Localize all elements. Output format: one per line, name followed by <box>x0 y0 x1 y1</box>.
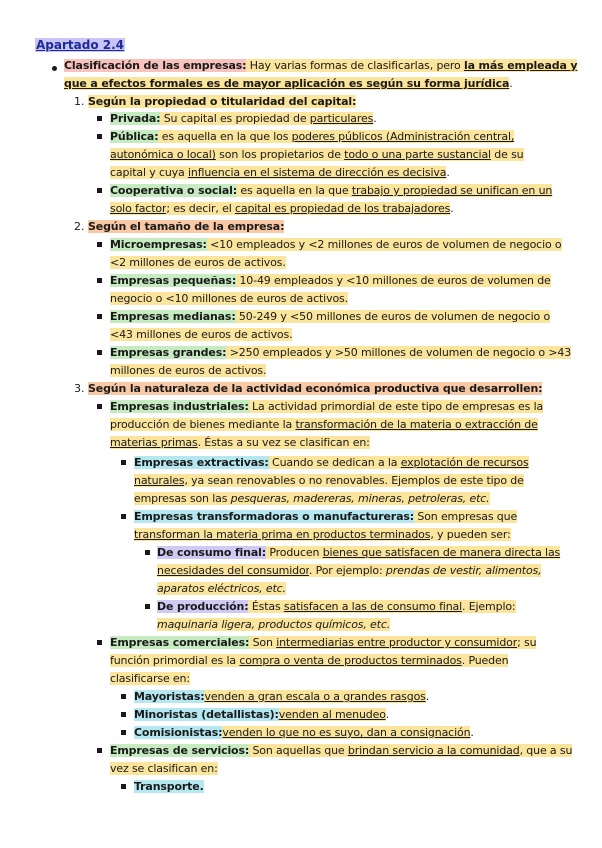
text-span: producción de bienes mediante la <box>110 418 296 431</box>
text-line <box>157 580 286 598</box>
text-line <box>110 670 190 688</box>
term-publica: Pública: <box>110 130 159 143</box>
text-span: La actividad primordial de este tipo de empresas es la <box>248 400 544 413</box>
text-span: particulares <box>309 112 374 125</box>
text-span: Cuando se dedican a la <box>268 456 401 469</box>
term-mayoristas: Mayoristas: <box>134 690 205 703</box>
text-span: venden lo que no es suyo, dan a consignación <box>222 726 471 739</box>
text-span: explotación de recursos <box>400 456 529 469</box>
subheading-ownership: Según la propiedad o titularidad del capital: <box>88 95 357 108</box>
text-span: Producen <box>266 546 323 559</box>
text-span: materias primas <box>110 436 198 449</box>
bullet-square <box>145 550 150 555</box>
text-span: . Ejemplo: <box>462 600 516 613</box>
text-line <box>157 544 560 562</box>
text-span: compra o venta de productos terminados <box>239 654 462 667</box>
text-span: Hay varias formas de clasificarlas, pero <box>246 59 464 72</box>
text-span: influencia en el sistema de dirección es decisiva <box>187 166 447 179</box>
term-extractivas: Empresas extractivas: <box>134 456 269 469</box>
text-line <box>134 688 429 706</box>
text-line <box>110 362 266 380</box>
text-span: . Éstas a su vez se clasifican en: <box>197 436 370 449</box>
text-span: naturales <box>134 474 185 487</box>
bullet-square <box>97 242 102 247</box>
text-line <box>110 110 377 128</box>
text-span: son los propietarios de <box>215 148 345 161</box>
text-span: es aquella en la que <box>237 184 352 197</box>
text-span: . <box>373 112 377 125</box>
text-line <box>134 706 389 724</box>
bullet-square <box>121 460 126 465</box>
text-span: función primordial es la <box>110 654 240 667</box>
text-span: . <box>425 690 430 703</box>
text-span: necesidades del consumidor <box>157 564 309 577</box>
term-industriales: Empresas industriales: <box>110 400 249 413</box>
bullet-square <box>97 278 102 283</box>
text-line <box>134 526 511 544</box>
text-span: . <box>446 166 450 179</box>
text-line <box>157 598 516 616</box>
text-line <box>110 652 508 670</box>
term-transporte: Transporte. <box>134 780 204 793</box>
text-span: . <box>450 202 454 215</box>
text-line <box>88 218 284 236</box>
term-minoristas: Minoristas (detallistas): <box>134 708 279 721</box>
text-span: la más empleada y <box>463 59 578 72</box>
text-span: >250 empleados y >50 millones de volumen de negocio o >43 <box>226 346 572 359</box>
text-span: . <box>470 726 474 739</box>
text-line <box>110 634 536 652</box>
text-span: . Por ejemplo: <box>308 564 386 577</box>
text-line <box>110 398 543 416</box>
text-span: Son empresas que <box>414 510 518 523</box>
term-comerciales: Empresas comerciales: <box>110 636 250 649</box>
text-line <box>134 454 529 472</box>
bullet-square <box>121 694 126 699</box>
text-line <box>64 57 577 75</box>
bullet-square <box>121 712 126 717</box>
term-comisionistas: Comisionistas: <box>134 726 223 739</box>
text-line <box>134 472 524 490</box>
text-span: Son aquellas que <box>249 744 348 757</box>
text-line <box>88 93 356 111</box>
section-title: Apartado 2.4 <box>36 38 124 52</box>
term-microempresas: Microempresas: <box>110 238 207 251</box>
list-number: 3. <box>74 382 85 395</box>
text-span: pesqueras, madereras, mineras, petroleras, etc. <box>230 492 490 505</box>
text-span: es aquella en la que los <box>158 130 292 143</box>
text-line <box>64 75 513 93</box>
text-line <box>110 272 551 290</box>
text-line <box>110 344 571 362</box>
text-line <box>88 380 542 398</box>
text-span: satisfacen a las de consumo final <box>283 600 463 613</box>
text-span: trabajo y propiedad se unifican en un <box>351 184 553 197</box>
term-cooperativa: Cooperativa o social: <box>110 184 238 197</box>
bullet-dot <box>52 66 57 71</box>
bullet-square <box>97 404 102 409</box>
text-span: venden al menudeo <box>278 708 386 721</box>
bullet-square <box>121 730 126 735</box>
text-line <box>110 254 286 272</box>
text-span: clasificarse en: <box>110 672 190 685</box>
bullet-square <box>145 604 150 609</box>
text-span: poderes públicos (Administración central, <box>291 130 515 143</box>
text-line <box>110 182 552 200</box>
text-span: transformación de la materia o extracción de <box>295 418 538 431</box>
text-span: , ya sean renovables o no renovables. Ejemplos de este tipo de <box>184 474 524 487</box>
text-span: negocio o <10 millones de euros de activos. <box>110 292 348 305</box>
text-span: Son <box>249 636 277 649</box>
text-line <box>134 508 517 526</box>
text-line <box>134 490 490 508</box>
term-consumo-final: De consumo final: <box>157 546 266 559</box>
text-line <box>110 326 292 344</box>
text-span: ; su <box>517 636 537 649</box>
text-span: maquinaria ligera, productos químicos, etc. <box>157 618 391 631</box>
text-line <box>134 778 204 796</box>
heading-classification: Clasificación de las empresas: <box>64 59 247 72</box>
text-span: Su capital es propiedad de <box>160 112 310 125</box>
bullet-square <box>97 350 102 355</box>
text-line <box>110 760 218 778</box>
text-span: transforman la materia prima en productos terminados <box>134 528 431 541</box>
text-span: capital es propiedad de los trabajadores <box>234 202 451 215</box>
bullet-square <box>97 116 102 121</box>
text-line <box>134 724 474 742</box>
text-span: capital y cuya <box>110 166 188 179</box>
bullet-square <box>97 640 102 645</box>
text-span: vez se clasifican en: <box>110 762 218 775</box>
subheading-activity: Según la naturaleza de la actividad económica productiva que desarrollen: <box>88 382 543 395</box>
text-span: empresas son las <box>134 492 231 505</box>
text-span: , y pueden ser: <box>430 528 511 541</box>
text-span: Éstas <box>248 600 284 613</box>
text-line <box>157 616 390 634</box>
list-number: 1. <box>74 95 85 108</box>
text-span: <43 millones de euros de activos. <box>110 328 293 341</box>
term-medianas: Empresas medianas: <box>110 310 236 323</box>
bullet-square <box>121 514 126 519</box>
bullet-square <box>97 314 102 319</box>
bullet-square <box>121 784 126 789</box>
text-span: . <box>385 708 390 721</box>
text-line <box>157 562 541 580</box>
text-span: . Pueden <box>461 654 509 667</box>
text-span: , que a su <box>519 744 573 757</box>
text-span: venden a gran escala o a grandes rasgos <box>204 690 426 703</box>
text-span: <10 empleados y <2 millones de euros de volumen de negocio o <box>206 238 562 251</box>
text-span: que a efectos formales es de mayor aplicación es según su forma jurídica <box>64 77 510 90</box>
text-line <box>110 146 524 164</box>
text-span: millones de euros de activos. <box>110 364 267 377</box>
text-span: ; es decir, el <box>166 202 235 215</box>
text-line <box>110 308 550 326</box>
text-span: 10-49 empleados y <10 millones de euros de volumen de <box>236 274 551 287</box>
text-line <box>110 200 454 218</box>
text-span: de su <box>490 148 524 161</box>
term-transformadoras: Empresas transformadoras o manufactureras: <box>134 510 415 523</box>
term-grandes: Empresas grandes: <box>110 346 227 359</box>
bullet-square <box>97 134 102 139</box>
text-span: brindan servicio a la comunidad <box>347 744 520 757</box>
text-line <box>110 416 538 434</box>
bullet-square <box>97 188 102 193</box>
text-span: 50-249 y <50 millones de euros de volumen de negocio o <box>235 310 551 323</box>
text-span: prendas de vestir, alimentos, <box>385 564 542 577</box>
text-span: intermediarias entre productor y consumidor <box>276 636 518 649</box>
term-servicios: Empresas de servicios: <box>110 744 250 757</box>
text-span: <2 millones de euros de activos. <box>110 256 286 269</box>
bullet-square <box>97 748 102 753</box>
list-number: 2. <box>74 220 85 233</box>
text-line <box>110 164 450 182</box>
text-span: . <box>509 77 513 90</box>
text-line <box>110 742 572 760</box>
text-line <box>110 290 348 308</box>
subheading-size: Según el tamaño de la empresa: <box>88 220 285 233</box>
text-span: todo o una parte sustancial <box>344 148 491 161</box>
text-line <box>110 434 370 452</box>
text-span: bienes que satisfacen de manera directa las <box>322 546 561 559</box>
text-line <box>110 128 514 146</box>
text-span: solo factor <box>110 202 167 215</box>
text-span: aparatos eléctricos, etc. <box>157 582 286 595</box>
term-produccion: De producción: <box>157 600 249 613</box>
term-pequenas: Empresas pequeñas: <box>110 274 237 287</box>
text-span: autonómica o local) <box>110 148 216 161</box>
term-privada: Privada: <box>110 112 161 125</box>
text-line <box>110 236 562 254</box>
